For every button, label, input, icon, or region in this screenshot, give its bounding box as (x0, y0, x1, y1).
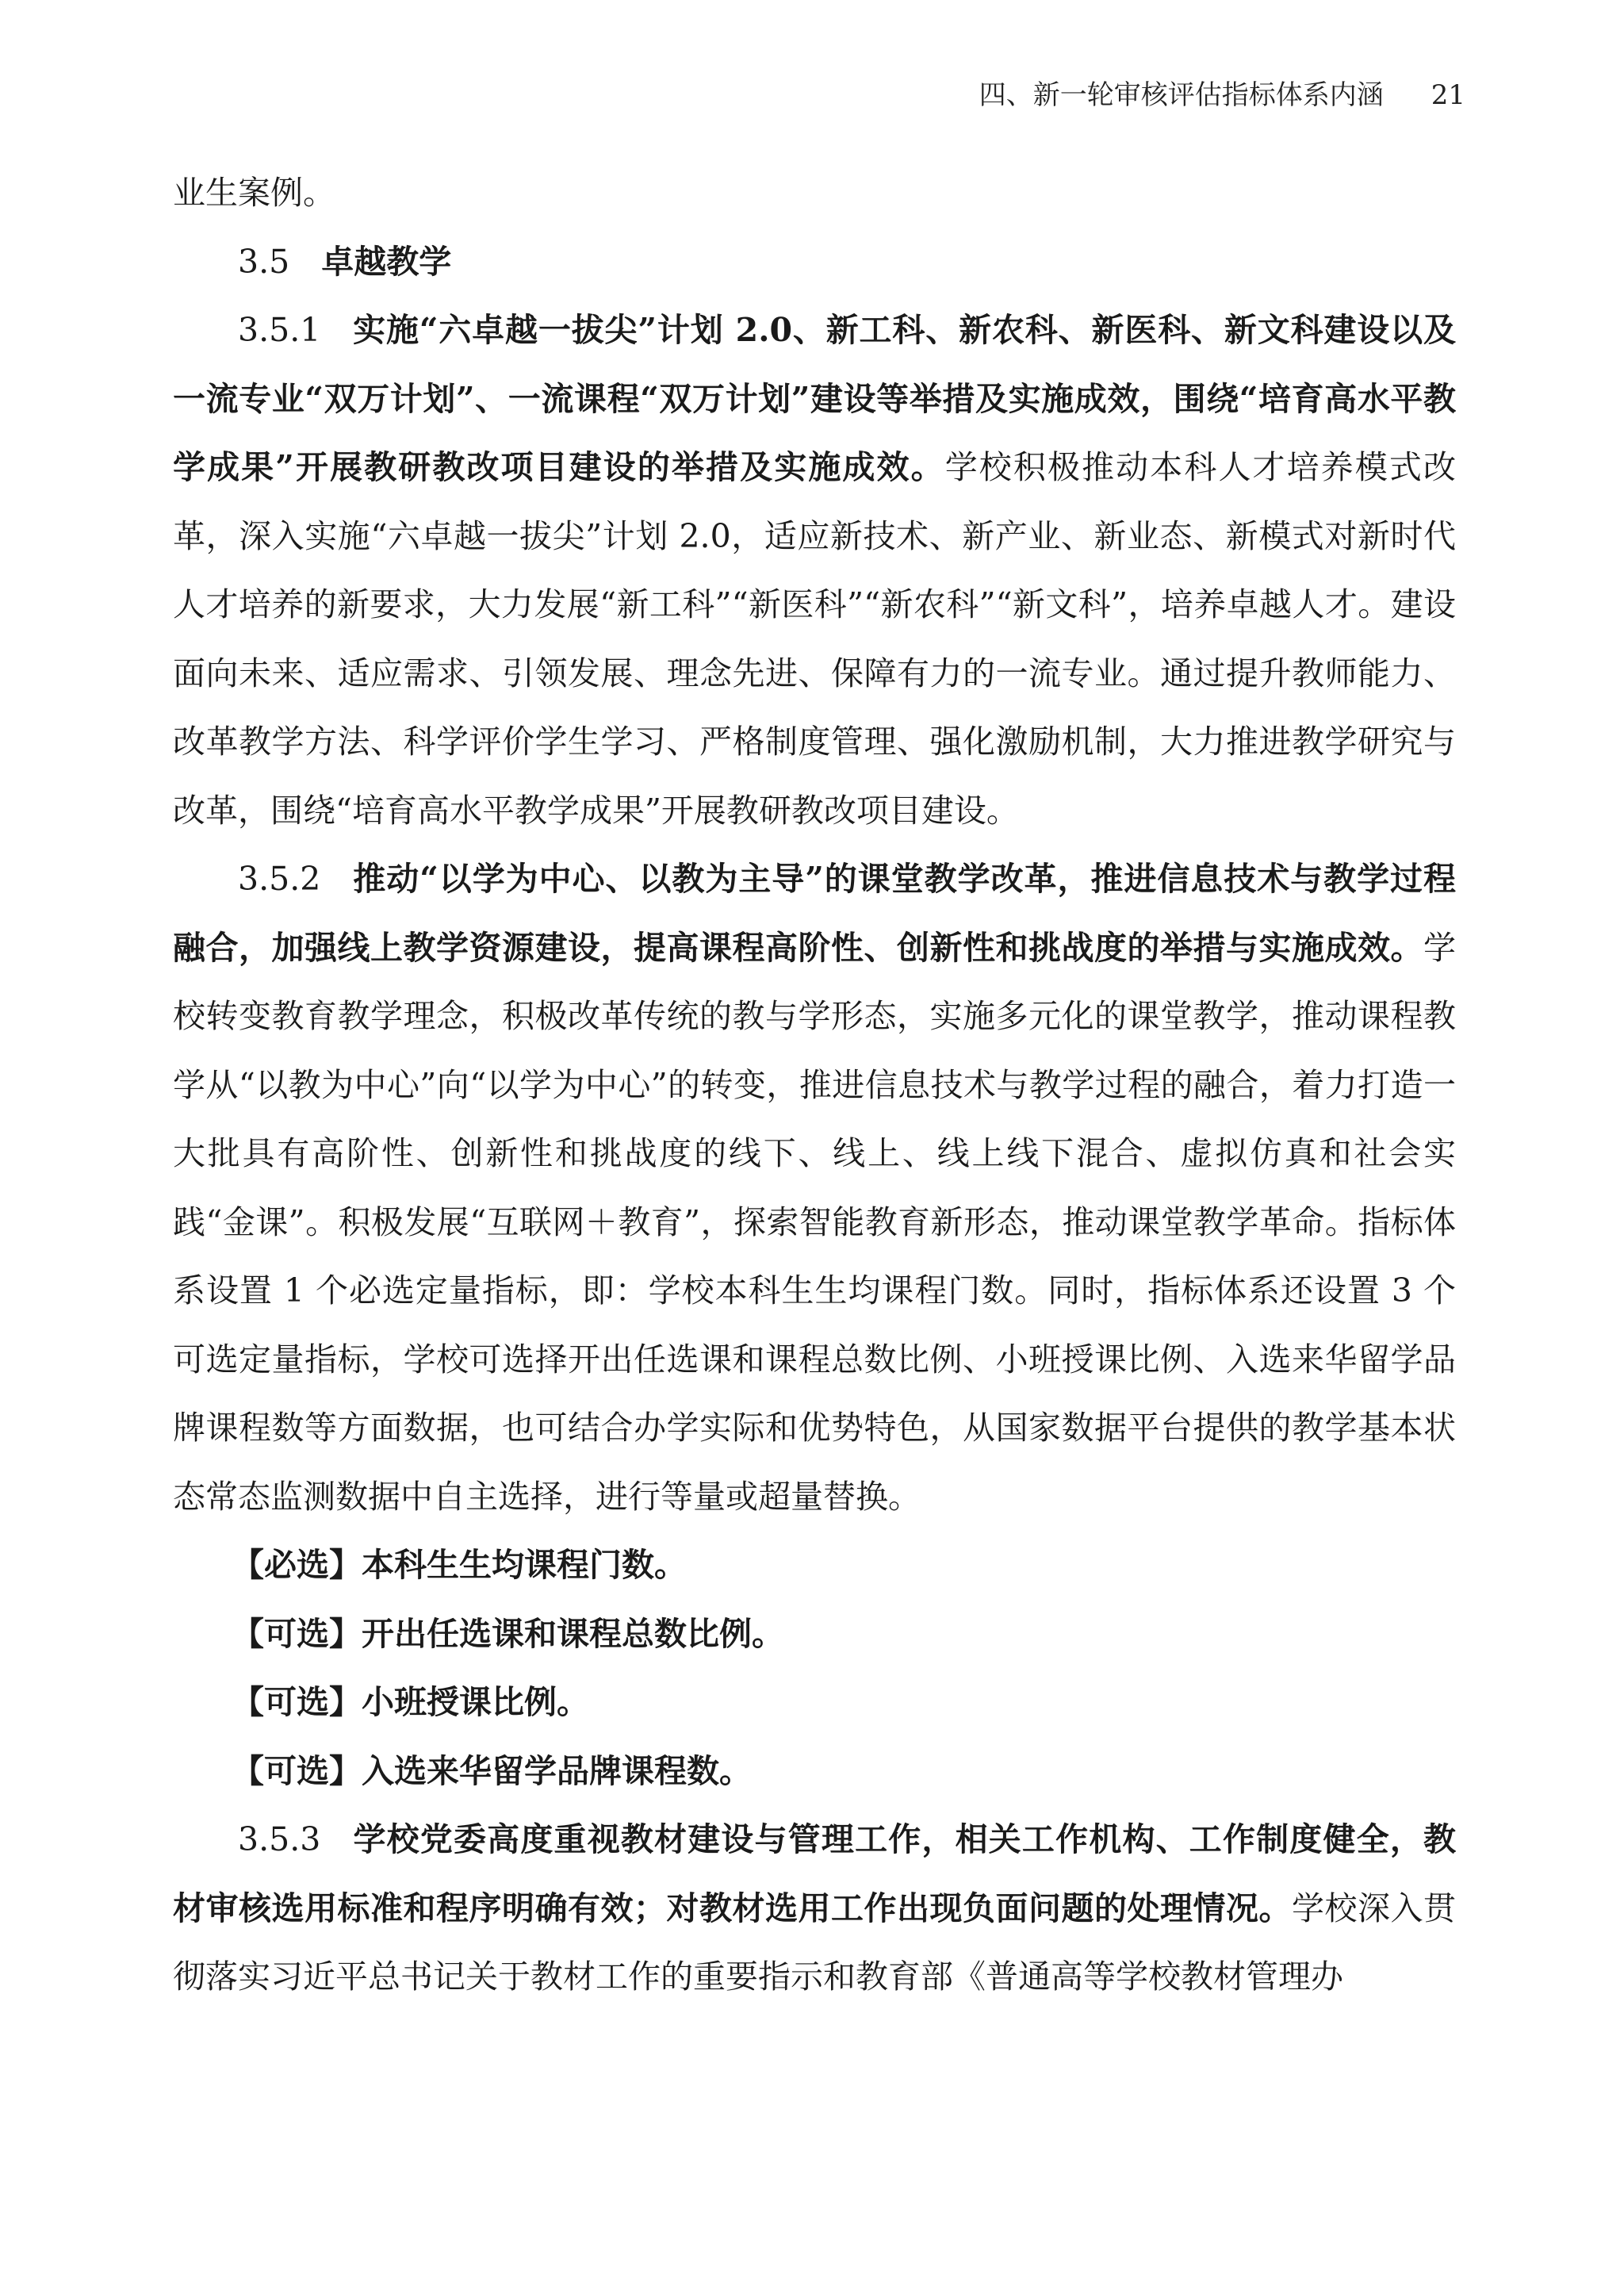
section-heading-3-5 (173, 228, 1456, 297)
indicator-item (173, 1668, 1456, 1737)
indicator-item (173, 1531, 1456, 1600)
paragraph-text: 学校积极推动本科人才培养模式改革，深入实施“六卓越一拔尖”计划 2.0，适应新技术、新产业、新业态、新模式对新时代人才培养的新要求，大力发展“新工科”“新医科”“新农科”“新文科”，培养卓越人才。建设面向未来、适应需求、引领发展、理念先进、保障有力的一流专业。通过提升教师能力、改革教学方法、科学评价学生学习、严格制度管理、强化激励机制，大力推进教学研究与改革，围绕“培育高水平教学成果”开展教研教改项目建设。 (173, 448, 1456, 830)
section-number: 3.5.2 (238, 860, 321, 898)
paragraph-bold-lead: 实施“六卓越一拔尖”计划 2.0、新工科、新农科、新医科、新文科建设以及一流专业“双万计划”、一流课程“双万计划”建设等举措及实施成效，围绕“培育高水平教学成果”开展教研教改项目建设的举措及实施成效。 (173, 311, 1456, 486)
paragraph-text: 业生案例。 (173, 174, 335, 212)
paragraph-bold-lead: 学校党委高度重视教材建设与管理工作，相关工作机构、工作制度健全，教材审核选用标准和程序明确有效；对教材选用工作出现负面问题的处理情况。 (173, 1820, 1456, 1927)
indicator-tag: 【必选】 (232, 1546, 362, 1584)
running-header (979, 76, 1465, 114)
section-number: 3.5 (238, 242, 290, 281)
section-title: 卓越教学 (321, 242, 452, 281)
indicator-item (173, 1600, 1456, 1669)
page-number: 21 (1431, 79, 1465, 111)
indicator-tag: 【可选】 (232, 1683, 362, 1721)
paragraph-continuation (173, 159, 1456, 228)
indicator-text: 本科生生均课程门数。 (362, 1546, 687, 1584)
indicator-tag: 【可选】 (232, 1614, 362, 1653)
paragraph-text: 学校转变教育教学理念，积极改革传统的教与学形态，实施多元化的课堂教学，推动课程教学从“以教为中心”向“以学为中心”的转变，推进信息技术与教学过程的融合，着力打造一大批具有高阶性、创新性和挑战度的线下、线上、线上线下混合、虚拟仿真和社会实践“金课”。积极发展“互联网＋教育”，探索智能教育新形态，推动课堂教学革命。指标体系设置 1 个必选定量指标，即：学校本科生生均课程门数。同时，指标体系还设置 3 个可选定量指标，学校可选择开出任选课和课程总数比例、小班授课比例、入选来华留学品牌课程数等方面数据，也可结合办学实际和优势特色，从国家数据平台提供的教学基本状态常态监测数据中自主选择，进行等量或超量替换。 (173, 928, 1456, 1516)
indicator-text: 开出任选课和课程总数比例。 (362, 1614, 784, 1653)
paragraph-3-5-1 (173, 296, 1456, 845)
section-number: 3.5.1 (238, 311, 321, 349)
paragraph-bold-lead: 推动“以学为中心、以教为主导”的课堂教学改革，推进信息技术与教学过程融合，加强线上教学资源建设，提高课程高阶性、创新性和挑战度的举措与实施成效。 (173, 860, 1456, 967)
paragraph-3-5-3 (173, 1805, 1456, 2011)
running-title: 四、新一轮审核评估指标体系内涵 (979, 79, 1384, 111)
section-number: 3.5.3 (238, 1820, 321, 1858)
indicator-text: 入选来华留学品牌课程数。 (362, 1751, 752, 1790)
paragraph-3-5-2 (173, 845, 1456, 1531)
body-text (173, 159, 1456, 2011)
paragraph-text: 学校深入贯彻落实习近平总书记关于教材工作的重要指示和教育部《普通高等学校教材管理办 (173, 1888, 1456, 1996)
indicator-item (173, 1737, 1456, 1806)
indicator-text: 小班授课比例。 (362, 1683, 589, 1721)
indicator-tag: 【可选】 (232, 1751, 362, 1790)
